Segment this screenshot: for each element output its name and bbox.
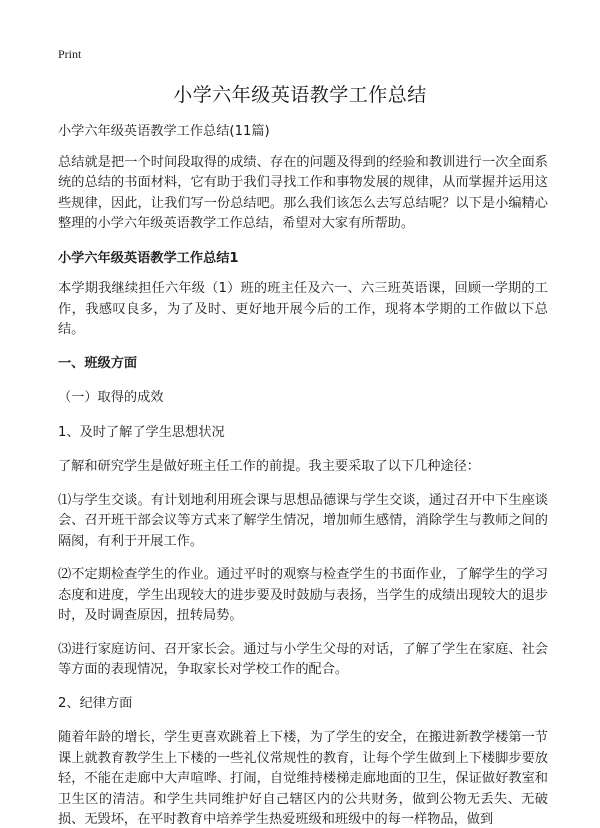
heading-student-thoughts: 1、及时了解了学生思想状况 xyxy=(58,424,225,440)
document-body xyxy=(58,122,548,828)
list-item-home-visit: ⑶进行家庭访问、召开家长会。通过与小学生父母的对话，了解了学生在家庭、社会等方面的表现情况，争取家长对学校工作的配合。 xyxy=(58,641,548,677)
paragraph-understanding-students: 了解和研究学生是做好班主任工作的前提。我主要采取了以下几种途径： xyxy=(58,459,480,474)
intro-paragraph: 总结就是把一个时间段取得的成绩、存在的问题及得到的经验和教训进行一次全面系统的总结的书面材料，它有助于我们寻找工作和事物发展的规律，从而掌握并运用这些规律，因此，让我们写一份总结吧。那么我们该怎么去写总结呢？以下是小编精心整理的小学六年级英语教学工作总结，希望对大家有所帮助。 xyxy=(58,154,548,231)
heading-class-aspect: 一、班级方面 xyxy=(58,355,138,371)
print-link[interactable]: Print xyxy=(58,47,82,61)
section-heading: 小学六年级英语教学工作总结1 xyxy=(58,250,239,266)
paragraph-discipline: 随着年龄的增长，学生更喜欢跳着上下楼，为了学生的安全，在搬进新教学楼第一节课上就教育教学生上下楼的一些礼仪常规性的教育，让每个学生做到上下楼脚步要放轻，不能在走廊中大声喧哗、打闹，自觉维持楼梯走廊地面的卫生，保证做好教室和卫生区的清洁。和学生共同维护好自己辖区内的公共财务，做到公物无丢失、无破损、无毁坏，在平时教育中培养学生热爱班级和班级中的每一样物品，做到 xyxy=(58,730,548,827)
heading-achievements: （一）取得的成效 xyxy=(58,390,164,405)
document-subtitle: 小学六年级英语教学工作总结(11篇) xyxy=(58,124,270,139)
list-item-talk: ⑴与学生交谈。有计划地利用班会课与思想品德课与学生交谈，通过召开中下生座谈会、召开班干部会议等方式来了解学生情况，增加师生感情，消除学生与教师之间的隔阂，有利于开展工作。 xyxy=(58,492,548,549)
opening-paragraph: 本学期我继续担任六年级（1）班的班主任及六一、六三班英语课，回顾一学期的工作，我感叹良多，为了及时、更好地开展今后的工作，现将本学期的工作做以下总结。 xyxy=(58,281,548,337)
heading-discipline: 2、纪律方面 xyxy=(58,695,133,711)
list-item-homework: ⑵不定期检查学生的作业。通过平时的观察与检查学生的书面作业，了解学生的学习态度和进度，学生出现较大的进步要及时鼓励与表扬，当学生的成绩出现较大的退步时，及时调查原因，扭转局势。 xyxy=(58,567,548,623)
page-title: 小学六年级英语教学工作总结 xyxy=(173,84,427,106)
